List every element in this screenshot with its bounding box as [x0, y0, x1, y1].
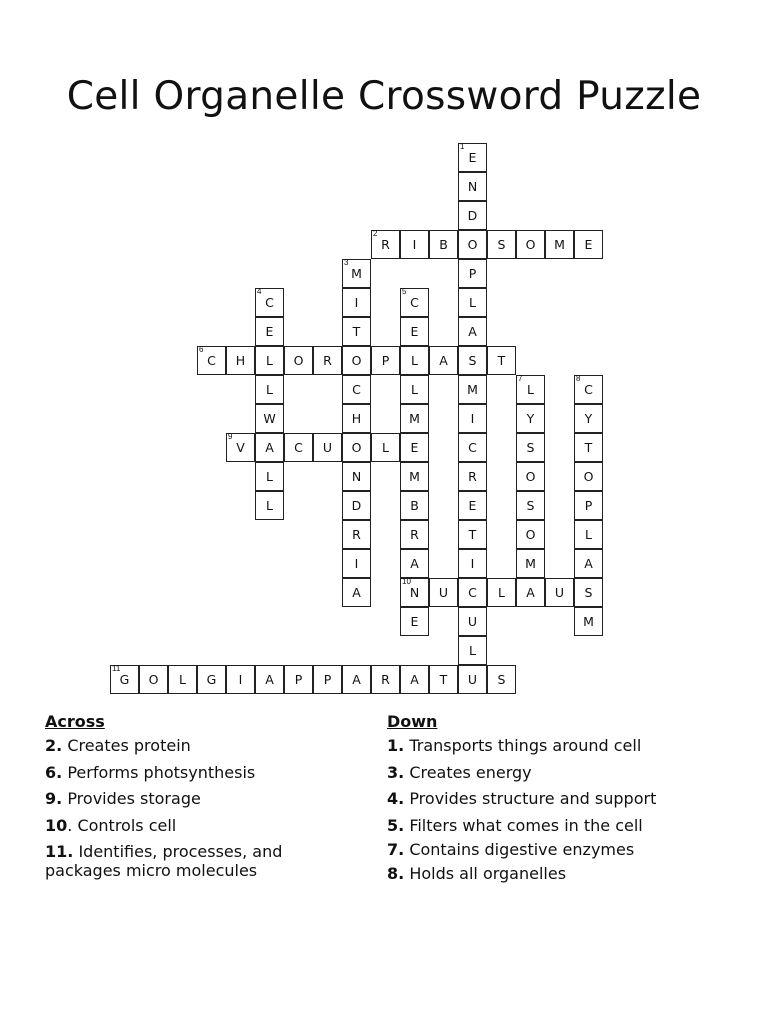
- grid-cell: [458, 636, 487, 665]
- grid-cell: [574, 404, 603, 433]
- grid-cell: [458, 230, 487, 259]
- cell-letter: E: [410, 324, 419, 339]
- grid-cell: [400, 462, 429, 491]
- cell-letter: S: [526, 440, 535, 455]
- cell-letter: C: [352, 382, 361, 397]
- grid-cell: [400, 404, 429, 433]
- cell-letter: M: [409, 469, 420, 484]
- down-clue-1: 1. Transports things around cell: [387, 736, 642, 755]
- grid-cell: [342, 288, 371, 317]
- grid-cell: [400, 230, 429, 259]
- cell-letter: U: [554, 585, 565, 600]
- across-clue-11: 11. Identifies, processes, and packages micro molecules: [45, 842, 283, 880]
- cell-letter: U: [438, 585, 449, 600]
- grid-cell: [458, 404, 487, 433]
- cell-letter: R: [381, 237, 390, 252]
- cell-letter: U: [467, 672, 478, 687]
- cell-letter: L: [266, 382, 273, 397]
- grid-cell: [429, 578, 458, 607]
- grid-cell: [226, 433, 255, 462]
- grid-cell: [516, 491, 545, 520]
- grid-cell: [284, 346, 313, 375]
- clue-number: 1: [460, 142, 465, 151]
- grid-cell: [458, 462, 487, 491]
- cell-letter: O: [525, 527, 536, 542]
- grid-cell: [545, 230, 574, 259]
- grid-cell: [342, 462, 371, 491]
- cell-letter: N: [467, 179, 478, 194]
- clue-number: 3: [344, 258, 349, 267]
- grid-cell: [458, 259, 487, 288]
- grid-cell: [342, 491, 371, 520]
- cell-letter: T: [497, 353, 506, 368]
- grid-cell: [516, 520, 545, 549]
- cell-letter: L: [266, 353, 273, 368]
- cell-letter: R: [468, 469, 477, 484]
- grid-cell: [487, 230, 516, 259]
- grid-cell: [400, 491, 429, 520]
- grid-cell: [400, 549, 429, 578]
- grid-cell: [516, 404, 545, 433]
- grid-cell: [226, 346, 255, 375]
- cell-letter: A: [526, 585, 535, 600]
- grid-cell: [429, 230, 458, 259]
- cell-letter: G: [119, 672, 130, 687]
- clue-number: 10: [402, 577, 411, 586]
- cell-letter: E: [584, 237, 593, 252]
- grid-cell: [342, 404, 371, 433]
- grid-cell: [342, 549, 371, 578]
- cell-letter: A: [439, 353, 448, 368]
- clue-number: 9: [228, 432, 233, 441]
- grid-cell: [458, 607, 487, 636]
- cell-letter: C: [265, 295, 274, 310]
- cell-letter: M: [351, 266, 362, 281]
- grid-cell: [226, 665, 255, 694]
- cell-letter: N: [351, 469, 362, 484]
- grid-cell: [313, 433, 342, 462]
- cell-letter: O: [148, 672, 159, 687]
- cell-letter: E: [410, 440, 419, 455]
- cell-letter: M: [554, 237, 565, 252]
- cell-letter: H: [351, 411, 362, 426]
- grid-cell: [400, 375, 429, 404]
- grid-cell: [458, 491, 487, 520]
- grid-cell: [574, 578, 603, 607]
- cell-letter: L: [411, 353, 418, 368]
- down-clue-3: 3. Creates energy: [387, 762, 532, 782]
- cell-letter: C: [584, 382, 593, 397]
- grid-cell: [400, 520, 429, 549]
- grid-cell: [255, 288, 284, 317]
- grid-cell: [458, 520, 487, 549]
- cell-letter: D: [351, 498, 362, 513]
- cell-letter: G: [206, 672, 217, 687]
- cell-letter: R: [323, 353, 332, 368]
- cell-letter: C: [468, 585, 477, 600]
- across-clue-10: 10. Controls cell: [45, 815, 177, 835]
- grid-cell: [400, 665, 429, 694]
- cell-letter: R: [381, 672, 390, 687]
- grid-cell: [110, 665, 139, 694]
- cell-letter: C: [294, 440, 303, 455]
- across-clue-6: 6. Performs photsynthesis: [45, 762, 256, 782]
- grid-cell: [342, 317, 371, 346]
- grid-cell: [371, 346, 400, 375]
- cell-letter: S: [497, 672, 506, 687]
- grid-cell: [516, 549, 545, 578]
- grid-cell: [400, 607, 429, 636]
- cell-letter: L: [585, 527, 592, 542]
- grid-cell: [458, 288, 487, 317]
- grid-cell: [516, 230, 545, 259]
- cell-letter: P: [584, 498, 593, 513]
- cell-letter: R: [410, 527, 419, 542]
- grid-cell: [574, 607, 603, 636]
- cell-letter: A: [410, 672, 419, 687]
- cell-letter: A: [352, 672, 361, 687]
- cell-letter: A: [265, 672, 274, 687]
- cell-letter: I: [470, 411, 475, 426]
- grid-cell: [197, 346, 226, 375]
- grid-cell: [487, 346, 516, 375]
- cell-letter: L: [382, 440, 389, 455]
- grid-cell: [255, 317, 284, 346]
- cell-letter: P: [468, 266, 477, 281]
- across-heading: Across: [45, 712, 105, 731]
- clue-number: 11: [112, 664, 121, 673]
- grid-cell: [313, 665, 342, 694]
- grid-cell: [545, 578, 574, 607]
- cell-letter: O: [583, 469, 594, 484]
- cell-letter: U: [467, 614, 478, 629]
- cell-letter: B: [439, 237, 448, 252]
- cell-letter: C: [207, 353, 216, 368]
- grid-cell: [371, 230, 400, 259]
- grid-cell: [139, 665, 168, 694]
- grid-cell: [255, 433, 284, 462]
- cell-letter: I: [470, 556, 475, 571]
- grid-cell: [342, 578, 371, 607]
- grid-cell: [342, 346, 371, 375]
- cell-letter: S: [497, 237, 506, 252]
- cell-letter: S: [584, 585, 593, 600]
- cell-letter: C: [410, 295, 419, 310]
- grid-cell: [284, 433, 313, 462]
- cell-letter: O: [525, 469, 536, 484]
- down-clue-7: 7. Contains digestive enzymes: [387, 840, 635, 859]
- across-clues: [45, 711, 315, 880]
- grid-cell: [429, 665, 458, 694]
- cell-letter: A: [265, 440, 274, 455]
- clue-number: 7: [518, 374, 523, 383]
- cell-letter: Y: [526, 411, 535, 426]
- cell-letter: M: [409, 411, 420, 426]
- cell-letter: E: [410, 614, 419, 629]
- down-clue-4: 4. Provides structure and support: [387, 789, 657, 808]
- cell-letter: D: [467, 208, 478, 223]
- cell-letter: S: [468, 353, 477, 368]
- clue-number: 8: [576, 374, 581, 383]
- cell-letter: C: [468, 440, 477, 455]
- cell-letter: L: [498, 585, 505, 600]
- clue-number: 4: [257, 287, 262, 296]
- grid-cell: [516, 375, 545, 404]
- grid-cell: [429, 346, 458, 375]
- cell-letter: L: [469, 295, 476, 310]
- grid-cell: [458, 346, 487, 375]
- grid-cell: [400, 288, 429, 317]
- across-clue-2: 2. Creates protein: [45, 736, 191, 755]
- grid-cell: [574, 230, 603, 259]
- cell-letter: O: [467, 237, 478, 252]
- cell-letter: L: [179, 672, 186, 687]
- clue-number: 5: [402, 287, 407, 296]
- down-clues: [387, 711, 656, 888]
- cell-letter: E: [468, 150, 477, 165]
- grid-cell: [574, 520, 603, 549]
- cell-letter: L: [469, 643, 476, 658]
- grid-cell: [342, 259, 371, 288]
- cell-letter: U: [322, 440, 333, 455]
- grid-cell: [371, 433, 400, 462]
- grid-cell: [458, 433, 487, 462]
- grid-cell: [458, 143, 487, 172]
- cell-letter: R: [352, 527, 361, 542]
- cell-letter: L: [411, 382, 418, 397]
- cell-letter: B: [410, 498, 419, 513]
- grid-cell: [255, 462, 284, 491]
- grid-cell: [400, 317, 429, 346]
- grid-cell: [342, 520, 371, 549]
- cell-letter: A: [468, 324, 477, 339]
- grid-cell: [342, 433, 371, 462]
- cell-letter: T: [584, 440, 593, 455]
- grid-cell: [516, 433, 545, 462]
- grid-cell: [458, 317, 487, 346]
- grid-cell: [516, 462, 545, 491]
- grid-cell: [487, 578, 516, 607]
- grid-cell: [458, 578, 487, 607]
- cell-letter: S: [526, 498, 535, 513]
- cell-letter: I: [238, 672, 243, 687]
- cell-letter: T: [352, 324, 361, 339]
- grid-cell: [574, 433, 603, 462]
- grid-cell: [400, 578, 429, 607]
- grid-cell: [255, 491, 284, 520]
- cell-letter: P: [323, 672, 332, 687]
- cell-letter: A: [410, 556, 419, 571]
- clue-number: 2: [373, 229, 378, 238]
- grid-cell: [458, 549, 487, 578]
- cell-letter: T: [439, 672, 448, 687]
- down-clue-8: 8. Holds all organelles: [387, 864, 567, 883]
- grid-cell: [516, 578, 545, 607]
- cell-letter: I: [354, 556, 359, 571]
- cell-letter: I: [354, 295, 359, 310]
- cell-letter: O: [351, 353, 362, 368]
- cell-letter: E: [265, 324, 274, 339]
- grid-cell: [574, 375, 603, 404]
- cell-letter: V: [236, 440, 245, 455]
- grid-cell: [313, 346, 342, 375]
- cell-letter: L: [527, 382, 534, 397]
- grid-cell: [458, 201, 487, 230]
- cell-letter: W: [263, 411, 276, 426]
- cell-letter: P: [381, 353, 390, 368]
- cell-letter: L: [266, 469, 273, 484]
- grid-cell: [458, 172, 487, 201]
- grid-cell: [342, 375, 371, 404]
- cell-letter: O: [351, 440, 362, 455]
- grid-cell: [342, 665, 371, 694]
- cell-letter: I: [412, 237, 417, 252]
- across-clue-9: 9. Provides storage: [45, 789, 201, 808]
- grid-cell: [574, 491, 603, 520]
- cell-letter: O: [293, 353, 304, 368]
- grid-cell: [400, 346, 429, 375]
- cell-letter: O: [525, 237, 536, 252]
- cell-letter: Y: [584, 411, 593, 426]
- grid-cell: [255, 665, 284, 694]
- grid-cell: [168, 665, 197, 694]
- grid-cell: [487, 665, 516, 694]
- grid-cell: [574, 549, 603, 578]
- down-heading: Down: [387, 712, 438, 731]
- cell-letter: A: [584, 556, 593, 571]
- clue-number: 6: [199, 345, 204, 354]
- cell-letter: E: [468, 498, 477, 513]
- grid-cell: [371, 665, 400, 694]
- grid-cell: [458, 665, 487, 694]
- cell-letter: M: [583, 614, 594, 629]
- cell-letter: A: [352, 585, 361, 600]
- cell-letter: M: [467, 382, 478, 397]
- grid-cell: [255, 375, 284, 404]
- grid-cell: [255, 346, 284, 375]
- grid-cell: [197, 665, 226, 694]
- cell-letter: P: [294, 672, 303, 687]
- grid-cell: [574, 462, 603, 491]
- page-title: Cell Organelle Crossword Puzzle: [66, 74, 702, 119]
- grid-cell: [400, 433, 429, 462]
- grid-cell: [255, 404, 284, 433]
- cell-letter: L: [266, 498, 273, 513]
- down-clue-5: 5. Filters what comes in the cell: [387, 815, 643, 835]
- cell-letter: M: [525, 556, 536, 571]
- grid-cell: [458, 375, 487, 404]
- cell-letter: T: [468, 527, 477, 542]
- grid-cell: [284, 665, 313, 694]
- cell-letter: N: [409, 585, 420, 600]
- cell-letter: H: [235, 353, 246, 368]
